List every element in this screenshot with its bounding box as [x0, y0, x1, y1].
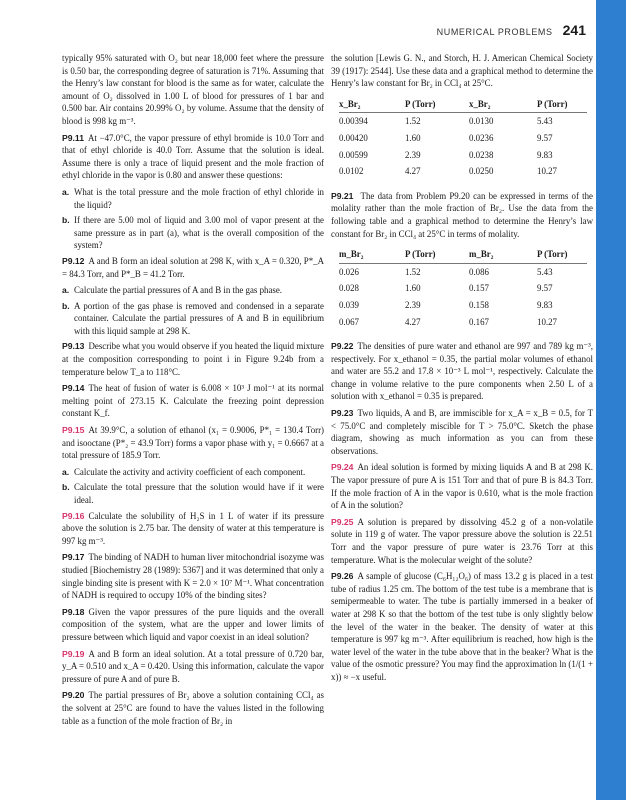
problem-text: The densities of pure water and ethanol are 997 and 789 kg m⁻³, respectively. For x_ethanol = 0.35, the partial molar volumes of ethanol and water are 55.2 and 17.8 × 10⁻³ L mol⁻¹, respectively. Calculate the change in volume relative to the pure components when 2.50 L of a solution with x_ethanol = 0.35 is prepared.: [331, 341, 593, 402]
table-cell: 0.158: [469, 299, 489, 310]
table-cell: 4.27: [405, 316, 421, 327]
table-cell: 0.0250: [469, 166, 494, 177]
table-cell: 0.039: [339, 299, 359, 310]
problem-text: typically 95% saturated with O₂ but near 18,000 feet where the pressure is 0.50 bar, the corresponding degree of saturation is 71%. Assuming that the Henry’s law constant for blood is the same as for water, calculate the amount of O₂ dissolved in 1.00 L of blood for pressures of 1 bar and 0.500 bar. Air contains 20.99% O₂ by volume. Assume that the density of blood is 998 kg m⁻³.: [62, 53, 324, 126]
problem-p9-23: [331, 407, 593, 457]
problem-number: P9.25: [331, 516, 354, 527]
table-cell: 0.0102: [339, 166, 364, 177]
table-cell: 0.026: [339, 266, 359, 277]
table-cell: 0.067: [339, 316, 359, 327]
bromine-molality-table: [339, 246, 587, 330]
problem-number: P9.24: [331, 462, 354, 473]
table-cell: 2.39: [405, 149, 421, 160]
table-row: [339, 163, 587, 180]
problem-number: P9.21: [331, 190, 354, 201]
problem-text: An ideal solution is formed by mixing liquids A and B at 298 K. The vapor pressure of pure A is 151 Torr and that of pure B is 84.3 Torr. If the mole fraction of A in the vapor is 0.610, what is the mole fraction of A in the solution?: [331, 462, 593, 511]
table-cell: 10.27: [537, 316, 557, 327]
table-cell: 0.028: [339, 283, 359, 294]
sub-question-label: b.: [62, 300, 70, 311]
problem-p9-21: [331, 190, 593, 240]
right-problems: [331, 340, 593, 683]
table-cell: 9.57: [537, 283, 553, 294]
sub-question: [62, 300, 324, 338]
table-cell: 5.43: [537, 116, 553, 127]
problem-p9-24: [331, 461, 593, 511]
problem-p9-14: [62, 382, 324, 420]
table-cell: 0.086: [469, 266, 489, 277]
bromine-mole-fraction-table: [339, 96, 587, 180]
table-header-row: [339, 246, 587, 263]
sub-question: [62, 466, 324, 479]
table-cell: 2.39: [405, 299, 421, 310]
problem-text: Two liquids, A and B, are immiscible for x_A = x_B = 0.5, for T < 75.0°C and completely miscible for T > 75.0°C. Sketch the phase diagram, showing as much information as you can from these observations.: [331, 408, 593, 456]
problem-text: The data from Problem P9.20 can be expressed in terms of the molality rather than the mole fraction of Br₂. Use the data from the following table and a graphical method to determine the Henry’s law constant for Br₂ in CCl₄ at 25°C in terms of molality.: [331, 190, 593, 239]
sub-question: [62, 214, 324, 252]
problem-p9-25: [331, 516, 593, 566]
table-header: P (Torr): [537, 246, 587, 263]
problem-number: P9.14: [62, 383, 85, 394]
sub-question: [62, 481, 324, 506]
sub-question-text: A portion of the gas phase is removed and condensed in a separate container. Calculate the partial pressures of A and B in equilibrium with this liquid sample at 298 K.: [74, 300, 324, 336]
problem-text: A and B form an ideal solution. At a total pressure of 0.720 bar, y_A = 0.510 and x_A = 0.420. Using this information, calculate the vapor pressure of pure A and of pure B.: [62, 648, 324, 684]
problem-number: P9.11: [62, 132, 84, 143]
table-cell: 9.57: [537, 132, 553, 143]
table-cell: 5.43: [537, 266, 553, 277]
table-cell: 1.60: [405, 283, 421, 294]
problem-text: Given the vapor pressures of the pure liquids and the overall composition of the system, what are the upper and lower limits of pressure between which liquid and vapor coexist in an ideal solution?: [62, 606, 324, 642]
table-row: [339, 113, 587, 130]
problem-number: P9.15: [62, 425, 85, 436]
sub-question-text: Calculate the partial pressures of A and B in the gas phase.: [74, 285, 283, 296]
problem-text: At 39.9°C, a solution of ethanol (x₁ = 0.9006, P*₁ = 130.4 Torr) and isooctane (P*₂ = 43.9 Torr) forms a vapor phase with y₁ = 0.6667 at a total pressure of 185.9 Torr.: [62, 425, 324, 461]
sub-question-label: a.: [62, 186, 70, 197]
sub-question-text: Calculate the total pressure that the solution would have if it were ideal.: [74, 482, 324, 505]
sub-question-label: a.: [62, 285, 70, 296]
problem-p9-11: [62, 132, 324, 182]
problem-p9-19: [62, 648, 324, 686]
table-cell: 0.00394: [339, 116, 368, 127]
problem-text: The heat of fusion of water is 6.008 × 10³ J mol⁻¹ at its normal melting point of 273.15 K. Calculate the freezing point depression constant K_f.: [62, 383, 324, 419]
problem-p9-12: [62, 255, 324, 280]
table-header: x_Br₂: [339, 96, 405, 113]
problem-number: P9.18: [62, 606, 85, 617]
problem-p9-15: [62, 424, 324, 462]
table-cell: 9.83: [537, 299, 553, 310]
table-cell: 10.27: [537, 166, 557, 177]
table-header: P (Torr): [405, 96, 469, 113]
problem-text: The binding of NADH to human liver mitochondrial isozyme was studied [Biochemistry 28 (1989): 5367] and it was determined that only a single binding site is present with K = 2.0 × 10⁷ M⁻¹. What concentration of NADH is required to occupy 10% of the binding sites?: [62, 552, 324, 601]
table-row: [339, 297, 587, 314]
problem-text: A solution is prepared by dissolving 45.2 g of a non-volatile solute in 119 g of water. The vapor pressure above the solution is 22.51 Torr and the vapor pressure of pure water is 23.76 Torr at this temperature. What is the molecular weight of the solute?: [331, 516, 593, 565]
problem-p9-13: [62, 340, 324, 378]
page-number: 241: [562, 22, 586, 38]
table-cell: 0.157: [469, 283, 489, 294]
problem-p9-18: [62, 606, 324, 644]
page-header: [437, 22, 586, 38]
sub-question: [62, 186, 324, 211]
table-row: [339, 280, 587, 297]
sub-question-label: a.: [62, 466, 70, 477]
p9-20-continuation: the solution [Lewis G. N., and Storch, H. J. American Chemical Society 39 (1917): 2544]. Use these data and a graphical method to determine the Henry’s law constant for Br₂ in CCl₄ at 25°C.: [331, 53, 593, 89]
table-cell: 0.0238: [469, 149, 494, 160]
table-cell: 0.0236: [469, 132, 494, 143]
problem-text: Describe what you would observe if you heated the liquid mixture at the composition corresponding to point i in Figure 9.24b from a temperature below T_a to 118°C.: [62, 341, 324, 377]
sub-question-text: Calculate the activity and activity coefficient of each component.: [74, 466, 306, 477]
sub-question: [62, 284, 324, 297]
table-header: P (Torr): [537, 96, 587, 113]
table-cell: 0.00420: [339, 132, 368, 143]
right-column: [331, 52, 593, 688]
table-cell: 9.83: [537, 149, 553, 160]
table-header: P (Torr): [405, 246, 469, 263]
problem-number: P9.26: [331, 571, 354, 582]
table-header: m_Br₂: [469, 246, 537, 263]
left-column: [62, 52, 324, 731]
problem-number: P9.16: [62, 510, 85, 521]
running-title: NUMERICAL PROBLEMS: [436, 27, 553, 37]
problem-p9-16: [62, 510, 324, 548]
paragraph: [62, 52, 324, 128]
problem-number: P9.23: [331, 408, 354, 419]
problem-number: P9.20: [62, 690, 85, 701]
table-row: [339, 263, 587, 280]
problem-p9-20: [62, 689, 324, 727]
problem-text: A and B form an ideal solution at 298 K, with x_A = 0.320, P*_A = 84.3 Torr, and P*_B = 41.2 Torr.: [62, 255, 324, 279]
table-row: [339, 130, 587, 147]
problem-number: P9.12: [62, 255, 85, 266]
problem-text: The partial pressures of Br₂ above a solution containing CCl₄ as the solvent at 25°C are found to have the values listed in the following table as a function of the mole fraction of Br₂ in: [62, 690, 324, 726]
table-cell: 1.52: [405, 116, 421, 127]
problem-number: P9.17: [62, 552, 85, 563]
table-cell: 0.00599: [339, 149, 368, 160]
problem-number: P9.22: [331, 341, 354, 352]
problem-number: P9.19: [62, 648, 85, 659]
table-cell: 1.60: [405, 132, 421, 143]
problem-number: P9.13: [62, 341, 85, 352]
sub-question-text: If there are 5.00 mol of liquid and 3.00 mol of vapor present at the same pressure as in part (a), what is the overall composition of the system?: [74, 215, 324, 251]
problem-p9-17: [62, 551, 324, 601]
sub-question-label: b.: [62, 482, 70, 493]
problem-text: Calculate the solubility of H₂S in 1 L of water if its pressure above the solution is 2.75 bar. The density of water at this temperature is 997 kg m⁻³.: [62, 510, 324, 546]
problem-p9-26: [331, 570, 593, 683]
table-row: [339, 314, 587, 331]
problem-text: At −47.0°C, the vapor pressure of ethyl bromide is 10.0 Torr and that of ethyl chloride is 40.0 Torr. Assume that the solution is ideal. Assume there is only a trace of liquid present and the mole fraction of ethyl chloride in the vapor is 0.80 and answer these questions:: [62, 132, 324, 181]
table-header: x_Br₂: [469, 96, 537, 113]
table-cell: 1.52: [405, 266, 421, 277]
chapter-color-bar: [596, 0, 626, 800]
table-cell: 0.167: [469, 316, 489, 327]
sub-question-text: What is the total pressure and the mole fraction of ethyl chloride in the liquid?: [74, 186, 324, 210]
table-header: m_Br₂: [339, 246, 405, 263]
table-header-row: [339, 96, 587, 113]
table-row: [339, 147, 587, 164]
table-cell: 0.0130: [469, 116, 494, 127]
table-cell: 4.27: [405, 166, 421, 177]
problem-p9-22: [331, 340, 593, 403]
problem-text: A sample of glucose (C₆H₁₂O₆) of mass 13.2 g is placed in a test tube of radius 1.25 cm. The bottom of the test tube is a membrane that is semipermeable to water. The tube is partially immersed in a beaker of water at 298 K so that the bottom of the test tube is only slightly below the level of the water in the beaker. The density of water at this temperature is 997 kg m⁻³. After equilibrium is reached, how high is the water level of the water in the tube above that in the beaker? What is the value of the osmotic pressure? You may find the approximation ln (1/(1 + x)) ≈ −x useful.: [331, 571, 593, 682]
sub-question-label: b.: [62, 215, 70, 226]
